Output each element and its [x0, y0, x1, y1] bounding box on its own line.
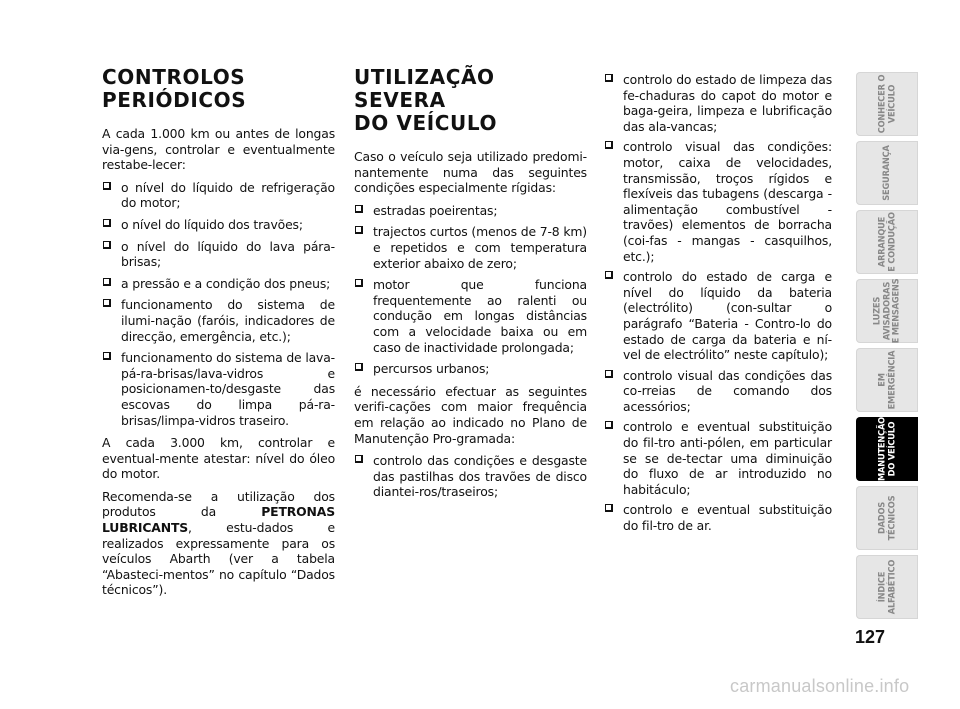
title-line: UTILIZAÇÃO SEVERA — [354, 65, 495, 112]
title-line: DO VEÍCULO — [354, 111, 498, 135]
brand-name: PETRONAS LUBRICANTS — [102, 504, 335, 536]
tab-label: SEGURANÇA — [881, 145, 893, 201]
section-title-severe-use — [354, 66, 587, 135]
tab-label: ÍNDICE ALFABÉTICO — [876, 559, 897, 615]
paragraph-lubricants — [102, 489, 335, 598]
list-item: estradas poeirentas; — [354, 203, 587, 219]
tab-label: DADOS TÉCNICOS — [876, 495, 897, 541]
list-item: controlo visual das condições: motor, caixa de velocidades, transmissão, troços rígidos e flexíveis das tubagens (descarga - alimentação combustível - travões) elementos de borracha (coi-fas - mangas - casquilhos, etc.); — [604, 139, 832, 264]
list-item: trajectos curtos (menos de 7-8 km) e repetidos e com temperatura exterior abaixo de zero; — [354, 224, 587, 271]
list-item: o nível do líquido dos travões; — [102, 217, 335, 233]
column-periodic-checks — [102, 66, 335, 605]
watermark: carmanualsonline.info — [730, 676, 910, 696]
list-item: controlo e eventual substituição do fil-tro de ar. — [604, 502, 832, 533]
page-number: 127 — [854, 627, 886, 647]
column-severe-use — [354, 66, 587, 507]
paragraph: A cada 1.000 km ou antes de longas via-gens, controlar e eventualmente restabe-lecer: — [102, 126, 335, 173]
bullet-list — [102, 180, 335, 428]
paragraph: Caso o veículo seja utilizado predomi-nantemente numa das seguintes condições especialmente rígidas: — [354, 149, 587, 196]
title-line: CONTROLOS — [102, 65, 246, 89]
tab-label: MANUTENÇÃO DO VEÍCULO — [876, 417, 897, 481]
tab-dados-tecnicos[interactable] — [856, 486, 918, 550]
bullet-list — [354, 203, 587, 377]
tab-indice-alfabetico[interactable] — [856, 555, 918, 619]
list-item: motor que funciona frequentemente ao ralenti ou condução em longas distâncias com a velocidade baixa ou em caso de inactividade prolongada; — [354, 277, 587, 355]
list-item: controlo do estado de carga e nível do líquido da bateria (electrólito) (con-sultar o parágrafo “Bateria - Contro-lo do estado de carga da bateria e ní-vel de electrólito” neste capítulo); — [604, 269, 832, 363]
list-item: percursos urbanos; — [354, 361, 587, 377]
list-item: funcionamento do sistema de ilumi-nação (faróis, indicadores de direcção, emergência, etc.); — [102, 297, 335, 344]
tab-label: EM EMERGÊNCIA — [876, 350, 897, 410]
tab-manutencao-do-veiculo[interactable] — [856, 417, 918, 481]
list-item: o nível do líquido do lava pára-brisas; — [102, 239, 335, 270]
section-title-periodic-checks — [102, 66, 335, 112]
column-checks-continued — [604, 72, 832, 541]
list-item: a pressão e a condição dos pneus; — [102, 276, 335, 292]
list-item: controlo visual das condições das co-rreias de comando dos acessórios; — [604, 368, 832, 415]
paragraph: é necessário efectuar as seguintes verifi-cações com maior frequência em relação ao indicado no Plano de Manutenção Pro-gramada: — [354, 383, 587, 446]
text-run: , estu-dados e realizados expressamente para os veículos Abarth (ver a tabela “Abasteci-mentos” no capítulo “Dados técnicos”). — [102, 520, 335, 598]
tab-arranque-e-conducao[interactable] — [856, 210, 918, 274]
paragraph: A cada 3.000 km, controlar e eventual-mente atestar: nível do óleo do motor. — [102, 435, 335, 482]
list-item: controlo do estado de limpeza das fe-chaduras do capot do motor e baga-geira, limpeza e lubrificação das ala-vancas; — [604, 72, 832, 134]
bullet-list — [604, 72, 832, 534]
list-item: controlo das condições e desgaste das pastilhas dos travões de disco diantei-ros/traseiros; — [354, 453, 587, 500]
tab-label: LUZES AVISADORAS E MENSAGENS — [871, 278, 902, 344]
tab-seguranca[interactable] — [856, 141, 918, 205]
text-run: Recomenda-se a utilização dos produtos da — [102, 488, 335, 520]
tab-conhecer-o-veiculo[interactable] — [856, 72, 918, 136]
chapter-tabs — [856, 72, 918, 624]
list-item: controlo e eventual substituição do fil-tro anti-pólen, em particular se se de-tectar uma diminuição do fluxo de ar introduzido no habitáculo; — [604, 419, 832, 497]
tab-label: CONHECER O VEÍCULO — [876, 74, 897, 134]
list-item: o nível do líquido de refrigeração do motor; — [102, 180, 335, 211]
bullet-list — [354, 453, 587, 500]
list-item: funcionamento do sistema de lava-pá-ra-brisas/lava-vidros e posicionamen-to/desgaste das escovas do limpa pá-ra-brisas/limpa-vidros traseiro. — [102, 350, 335, 428]
title-line: PERIÓDICOS — [102, 88, 247, 112]
tab-em-emergencia[interactable] — [856, 348, 918, 412]
tab-luzes-avisadoras[interactable] — [856, 279, 918, 343]
tab-label: ARRANQUE E CONDUÇÃO — [876, 212, 897, 272]
